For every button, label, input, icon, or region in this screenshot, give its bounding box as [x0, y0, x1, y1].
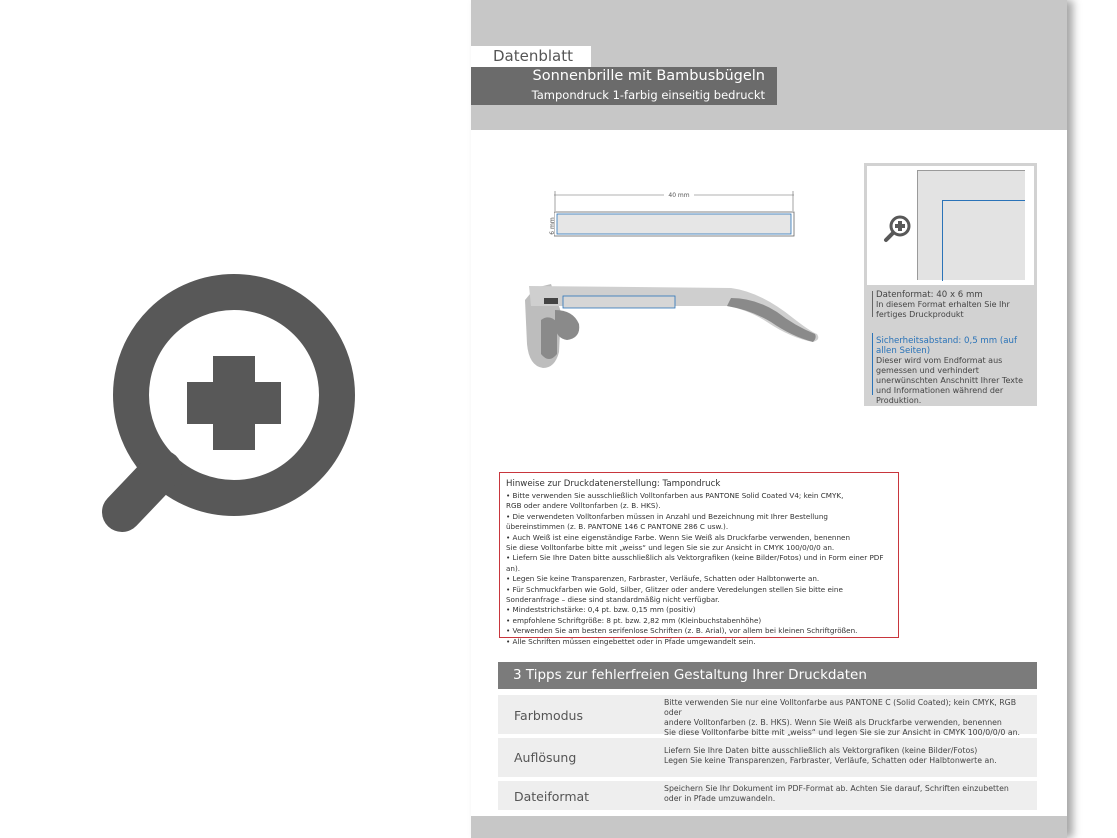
format-canvas [917, 170, 1025, 280]
print-area-drawing [549, 186, 814, 241]
tip-description: Liefern Sie Ihre Daten bitte ausschließlich als Vektorgrafiken (keine Bilder/Fotos) Legen Sie keine Transparenzen, Farbraster, Verläufe, Schatten oder Halbtonwerte an. [664, 746, 997, 765]
title-box [471, 67, 777, 105]
tip-name: Dateiformat [514, 789, 590, 804]
table-row [498, 738, 1037, 777]
data-format-note: In diesem Format erhalten Sie Ihr fertiges Druckprodukt [876, 300, 1010, 319]
width-dimension-label: 40 mm [668, 192, 690, 199]
safety-distance-heading: Sicherheitsabstand: 0,5 mm (auf allen Seiten) [876, 336, 1017, 356]
list-item: • Auch Weiß ist eine eigenständige Farbe. Wenn Sie Weiß als Druckfarbe verwenden, benennen Sie diese Volltonfarbe bitte mit „weiss“ und legen Sie sie zur Ansicht in CMYK 100/0/0/0 an. [506, 532, 851, 553]
datasheet-page [471, 0, 1067, 838]
tip-name: Farbmodus [514, 708, 583, 723]
height-dimension-label: 6 mm [549, 217, 556, 235]
divider [872, 291, 873, 317]
sunglasses-illustration [521, 280, 826, 372]
safety-distance-note: Dieser wird vom Endformat aus gemessen und verhindert unerwünschten Anschnitt Ihrer Texte und Informationen während der Produktion. [876, 356, 1024, 405]
list-item: • empfohlene Schriftgröße: 8 pt. bzw. 2,82 mm (Kleinbuchstabenhöhe) [506, 615, 762, 625]
safety-margin-line [942, 200, 1025, 281]
list-item: • Alle Schriften müssen eingebettet oder in Pfade umgewandelt sein. [506, 636, 756, 646]
format-preview [867, 166, 1034, 285]
list-item: • Die verwendeten Volltonfarben müssen in Anzahl und Bezeichnung mit Ihrer Bestellung übereinstimmen (z. B. PANTONE 146 C PANTONE 286 C usw.). [506, 511, 828, 532]
list-item: • Liefern Sie Ihre Daten bitte ausschließlich als Vektorgrafiken (keine Bilder/Fotos) und in Form einer PDF an). [506, 553, 884, 573]
list-item: • Mindeststrichstärke: 0,4 pt. bzw. 0,15 mm (positiv) [506, 605, 696, 615]
tip-name: Auflösung [514, 750, 577, 765]
hints-list [506, 491, 892, 647]
format-info [876, 290, 1031, 406]
list-item: • Bitte verwenden Sie ausschließlich Volltonfarben aus PANTONE Solid Coated V4; kein CMYK, RGB oder andere Volltonfarben (z. B. HKS). [506, 491, 844, 511]
zoom-in-icon[interactable] [883, 214, 913, 244]
document-label: Datenblatt [471, 46, 591, 67]
tips-header: 3 Tipps zur fehlerfreien Gestaltung Ihrer Druckdaten [498, 662, 1037, 689]
tips-table [498, 662, 1037, 810]
tip-description: Bitte verwenden Sie nur eine Volltonfarbe aus PANTONE C (Solid Coated); kein CMYK, RGB oder andere Volltonfarben (z. B. HKS). Wenn Sie Weiß als Druckfarbe verwenden, benennen Sie diese Volltonfarbe bitte mit „weiss“ und legen Sie sie zur Ansicht in CMYK 100/0/0/0 an. [664, 698, 1021, 737]
zoom-in-icon[interactable] [100, 250, 362, 550]
tip-description: Speichern Sie Ihr Dokument im PDF-Format ab. Achten Sie darauf, Schriften einzubetten oder in Pfade umzuwandeln. [664, 784, 1009, 803]
list-item: • Für Schmuckfarben wie Gold, Silber, Glitzer oder andere Veredelungen stellen Sie bitte eine Sonderanfrage – diese sind standardmäßig nicht verfügbar. [506, 584, 843, 605]
list-item: • Verwenden Sie am besten serifenlose Schriften (z. B. Arial), vor allem bei kleinen Schriftgrößen. [506, 626, 858, 636]
data-format-panel [864, 163, 1037, 406]
divider [872, 333, 873, 395]
product-subtitle: Tampondruck 1-farbig einseitig bedruckt [531, 88, 765, 102]
table-row [498, 695, 1037, 737]
list-item: • Legen Sie keine Transparenzen, Farbraster, Verläufe, Schatten oder Halbtonwerte an. [506, 574, 820, 584]
hints-title: Hinweise zur Druckdatenerstellung: Tampondruck [506, 479, 721, 489]
page-footer [471, 816, 1067, 838]
print-hints-box [499, 472, 899, 646]
table-row [498, 781, 1037, 810]
data-format-heading: Datenformat: 40 x 6 mm [876, 290, 983, 300]
product-title: Sonnenbrille mit Bambusbügeln [532, 68, 765, 84]
